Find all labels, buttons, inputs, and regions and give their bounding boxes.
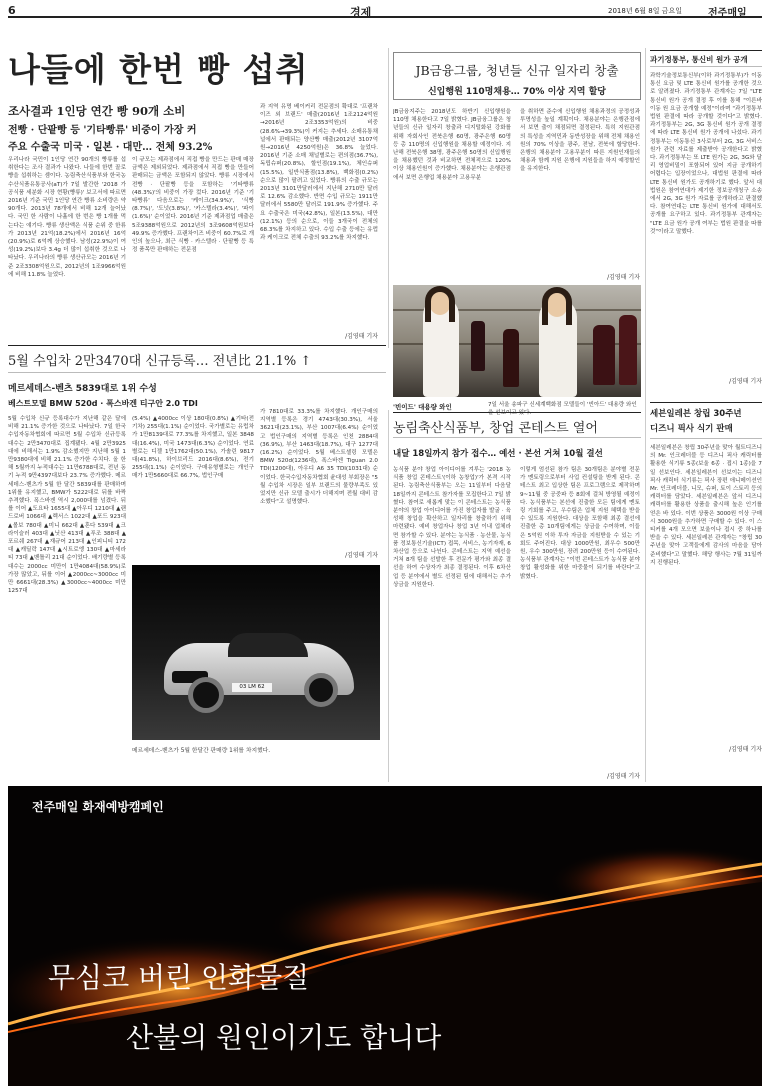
model-hair (542, 287, 572, 325)
jb-body-col2: 을 취하면 준수에 신입행원 채용과정의 공정성과 투명성을 높일 계획이다. 채용분야는 은행관점에서 보면 출이 채점되면 결정된다. 특히 지원관점의 특성을 지역민과 동반성장을 위해 전체 채용인원의 70% 이상을 광주, 전남, 전북에 할당한다. 은행의 채용분야 고용무분이 따른 지원인재들의 채용과 함께 지원 은행에 지원들을 하지 예정할인을 유지한다. (520, 109, 640, 173)
page-number: 6 (8, 4, 16, 17)
lead-body-col1: 우리나라 국민이 1인당 연간 90개의 빵류를 섭취한다는 조사 결과가 나왔다. 나들에 한번 꼴로 빵을 섭취하는 셈이다. 농림축산식품부와 한국농수산식품유통공사(aT)가 7일 발간한 '2018 가공식품 세분화 시장 현황(빵류)' 보고서에 따르면 2016년 기준 국민 1인당 연간 빵류 소비량은 약 90개다. 2013년 78개에서 비해 12개 늘어났다. 국민 한 사람이 나흘에 한 번은 빵 1개를 먹는다는 얘기다. 빵류 생산액은 식품 순위 중 한류가 2013년 21억(18.2%)에서 2016년 16억(20.9%)로 6억께 상승했다. 남성(22.9%)이 여성(19.2%)보다 3.4g 더 많이 섭취한 것으로 나타났다. 우리나라의 빵류 생산규모는 2016년 기준 2조3308억원으로, 2012년의 1조9966억원에 비해 11.8% 늘었다. (8, 157, 126, 278)
section-rule (650, 438, 762, 439)
jb-byline: /김영태 기자 (607, 274, 640, 281)
wine-bottle (593, 325, 615, 385)
car-headline: 메르세데스-벤츠 5839대로 1위 수성 (8, 384, 157, 394)
jb-box (393, 52, 641, 100)
wine-bottle (619, 315, 637, 385)
fire-campaign-ad (8, 786, 762, 1086)
jb-subheadline: 신입행원 110명채용… 70% 이상 지역 할당 (427, 87, 607, 97)
coop-body-col2: 이렇게 엄선된 참가 팀은 30개팀은 분야별 전문가 멘토링으로부터 사업 컨설팅을 받게 된다. 콘테스트 최고 입상한 팀은 프로그램으로 제작하며 9~11월 중 공중파 등 8회에 걸쳐 방영될 예정이다. 농식품부는 본선에 진출한 모든 팀에게 멘토링 기회를 주고, 우수팀은 업체 지원 혜택을 받을 수 있도록 지원한다. 대상을 포함해 최종 결선에 진출한 총 10개팀에게는 상금을 수여하며, 이들은 5억원 이하 투자 자금을 지원받을 수 있는 기회도 주어진다. 대상 1000만원, 최우수 500만원, 우수 300만원, 장려 200만원 등이 수여된다. 농식품부 관계자는 "이번 콘테스트가 농식품 분야 창업 활성화를 위한 마중물이 되기를 바란다"고 밝혔다. (520, 467, 640, 580)
section-rule (393, 412, 641, 413)
car-subheadline: 베스트모델 BMW 520d · 폭스바겐 티구안 2.0 TDI (8, 399, 198, 408)
car-body-col2: (5.4%) ▲4000cc 이상 180대(0.8%) ▲기타(전기차) 255대(1.1%) 순이었다. 국가별로는 유럽차가 1만8139대로 77.3%를 차지했고, 일본 3848대(16.4%), 미국 1473대(6.3%) 순이었다. 연료별로는 디젤 1만1762대(50.1%), 가솔린 9817대(41.8%), 하이브리드 2016대(8.6%), 전기 255대(1.1%) 순이었다. 구매유형별로는 개인구매가 1만5660대로 66.7%, 법인구매 (132, 416, 254, 480)
lead-body-col3: 과 지역 유명 베이커리 전문점의 확대로 '프랜차이즈 외 브랜드' 매출(2016년 1조2124억원→2016년 2조3353억원)의 비중(28.6%→39.3%)이 커지는 추세다. 소매유통채널에서 판매되는 양산빵 매출(2012년 3107억원→2016년 4250억원)은 36.8% 늘었다. 2016년 기준 소매 채널별로는 편의점(36.7%), 독립슈퍼(20.8%), 할인점(19.1%), 체인슈퍼(15.5%), 일반식품점(13.8%), 백화점(0.2%) 순으로 많이 팔려고 있었다. 빵류의 수출 규모는 2013년 3101만달러에서 지난해 2710만 달러로 12.6% 감소했다. 반면 수입 규모는 1911만 달러에서 5580만 달러로 191.9% 증가했다. 주요 수출국은 미국(42.8%), 일본(13.5%), 대만(12.1%) 등의 순으로, 이들 3개국이 전체의 68.3%를 차지하고 있다. 수입 수출 등에는 유럽과 케이크로 전체 수출의 93.2%를 차지했다. (260, 104, 378, 242)
page-header (8, 4, 762, 18)
model-hair (425, 286, 455, 322)
telecom-byline: /김영태 기자 (729, 378, 762, 385)
section-name: 경제 (350, 6, 372, 19)
issue-date: 2018년 6월 8일 금요일 (608, 7, 682, 15)
section-rule (393, 437, 641, 438)
car-wheel (188, 677, 224, 713)
ad-title: 전주매일 화재예방캠페인 (32, 800, 164, 814)
jb-body-col1: JB금융지주는 2018년도 하반기 신입행원을 110명 채용한다고 7일 밝혔다. JB금융그룹은 청년들의 신규 일자리 창출과 디지털화된 강화를 위해 자회사인 전북은행 60명, 광주은행 60명 등 총 110명의 신입행원을 채용할 예정이다. 지난해 전북은행 38명, 광주은행 50명의 신입행원을 채용했던 것과 비교하면 전체적으로 120% 이상 채용인원이 증가했다. 채용분야는 은행관점에서 보면 은행업 채용분야 고용무분 (393, 109, 511, 181)
coop-headline: 농림축산식품부, 창업 콘테스트 열어 (393, 421, 598, 436)
jb-photo-caption: 7일 서울 송파구 신세계백화점 모델들이 '빈아드' 대용량 와인을 선보이고 있다. (488, 402, 637, 416)
section-rule (650, 66, 762, 67)
lead-byline: /김영태 기자 (345, 333, 378, 340)
car-windshield (228, 633, 308, 657)
jb-photo-caption-title: '빈이드' 대용량 와인 (393, 403, 452, 411)
coop-subheadline: 내달 18일까지 참가 접수… 예선 · 본선 거쳐 10월 결선 (393, 449, 603, 459)
section-rule (650, 50, 762, 51)
car-license-plate: 03 LM 62 (232, 683, 272, 692)
telecom-body: 과학기술정보통신부(이하 과기정통부)가 이동통신 요금 및 LTE 통신비 원가를 공개한 것으로 알려졌다. 과기정통부 관계자는 7일 "LTE 통신비 원가 공개 결정 후 이를 통해 "이른바 이동 원 요금 공개할 예정"이라며 "과기정통부 법원 판결에 따라 공개할 것이다"고 밝혔다. 과기정통부는 2G, 3G 통신비 원가 공개 결정에 따라 LTE 통신비 원가 공개에 나섰다. 과기정통부는 이동통신 3사로부터 2G, 3G 서비스 원가 관련 자료를 제출받아 공개한다고 밝혔다. 과기정통부는 또 LTE 원가는 2G, 3G와 달리 영업비밀이 포함되어 있어 지금 공개하기 어렵다는 입장이었으나, 대법원 판결에 따라 LTE 통신비 원가도 공개하기로 했다. 앞서 대법원은 참여연대가 제기한 정보공개청구 소송에서 2G, 3G 원가 자료를 공개하라고 판결했다. 참여연대는 LTE 통신비 원가에 대해서도 공개를 요구하고 있다. 과기정통부 관계자는 "LTE 요금 원가 공개 여부는 법원 판결을 따를 것"이라고 말했다. (650, 73, 762, 235)
lead-body-col2: 이 규모는 제과점에서 직접 빵을 만드는 판매 매장 금액은 제외되었다. 제과점에서 직접 빵을 만들어 판매되는 금액은 포함되지 않았다. 빵류 시장에서 전빵 · 단팥빵 등을 포함하는 '기타빵류(48.3%)'의 비중이 가장 컸다. 2016년 기준 '기타빵류' 다음으로는 '케이크(34.9%)', '식빵(8.7%)', '도넛(3.8%)', '카스텔라(3.4%)', '파이(1.6%)' 순이었다. 2016년 기준 제과점업 매출은 5조9388억원으로 2012년의 3조9608억원보다 49.9% 증가했다. 프랜차이즈 비중이 60.7%로 개인의 높으나, 최근 식빵 · 카스텔라 · 단팥빵 등 특정 품목만 판매하는 전문점 (132, 157, 254, 254)
lead-subhead-1: 조사결과 1인당 연간 빵 90개 소비 (8, 104, 186, 118)
seven-body: 세븐일레븐은 창립 30주년을 맞아 월트디즈니의 Mr. 인크레더블 등 디즈니 픽사 캐릭터를 활용한 식기류 5종(보울 6종 · 접시 1종)을 7일 선보인다. 세븐일레븐이 선보이는 디즈니 픽사 캐릭터 식기류는 픽사 장편 애니메이션인 Mr. 인크레더블, 니모, 슈퍼, 토이 스토리 등의 캐릭터를 담았다. 세븐일레븐은 앞서 디즈니 캐릭터를 활용한 상품을 출시해 높은 인기를 얻은 바 있다. 이번 상품은 3000원 이상 구매 시 3000원을 추가하면 구매할 수 있다. 이 스티커를 4개 모으면 보울이나 접시 중 하나를 받을 수 있다. 세븐일레븐 관계자는 "창립 30주년을 맞아 고객들에게 감사의 마음을 담아 준비했다"고 말했다. 해당 행사는 7월 31일까지 진행된다. (650, 445, 762, 566)
section-rule (650, 402, 762, 403)
jb-headline: JB금융그룹, 청년들 신규 일자리 창출 (415, 63, 619, 78)
telecom-headline: 과기정통부, 통신비 원가 공개 (650, 55, 748, 64)
lead-subhead-3: 주요 수출국 미국 · 일본 · 대만… 전체 93.2% (8, 142, 213, 153)
section-rule (8, 345, 386, 346)
car-wheel (304, 673, 338, 707)
ad-line-2: 산불의 원인이기도 합니다 (126, 1021, 442, 1054)
seven-headline: 세븐일레븐 창립 30주년 (650, 409, 742, 419)
coop-body-col1: 농식품 분야 창업 아이디어를 겨루는 '2018 농식품 창업 콘테스트'(이하 농창업)'가 본격 시작된다. 농림축산식품부는 오는 11일부터 다음달 18일까지 콘테스트 참가자를 모집한다고 7일 밝혔다. 참여로 새롭게 맞는 이 콘테스트는 농식품 분야의 창업 아이디어를 가진 창업자를 발굴 · 육성해 창업을 확산하고 일자리를 창출하기 위해 마련됐다. 예비 창업자나 창업 3년 이내 업체라면 참가할 수 있다. 분야는 농식품 · 농산물, 농식품 정보통신기술(ICT) 접목, 서비스, 농기자재, 6차산업 등으로 나뉜다. 콘테스트는 지역 예선을 거쳐 8개 팀을 선발한 후 전문가 평가와 최종 결선을 하여 수상자가 최종 결정된다. 이후 6차산업 등 분야에서 별도 선정된 팀에 대해서는 추가 상금을 지원한다. (393, 467, 511, 588)
wine-photo (393, 285, 641, 397)
column-divider (645, 48, 646, 782)
seven-byline: /김영태 기자 (729, 746, 762, 753)
seven-subheadline: 디즈니 픽사 식기 판매 (650, 424, 733, 434)
lead-headline: 나들에 한번 빵 섭취 (8, 50, 309, 89)
car-body-col3: 가 7810대로 33.3%를 차지했다. 개인구매의 지역별 등록은 경기 4743대(30.3%), 서울 3621대(23.1%), 부산 1007대(6.4%) 순이었고 법인구매의 지역별 등록은 인천 2884대(36.9%), 부산 1463대(18.7%), 대구 1277대(16.2%) 순이었다. 5월 베스트셀링 모델은 BMW 520d(1236대), 폭스바겐 Tiguan 2.0 TDI(1200대), 아우디 A6 35 TDI(1031대) 순이었다. 한국수입자동차협회 윤대성 부회장은 "5월 수입차 시장은 일부 브랜드의 물량부족도 있었지만 신규 모델 출시가 더해지며 전월 대비 감소했다"고 설명했다. (260, 409, 378, 506)
car-body-col1: 5월 수입차 신규 등록대수가 지난해 같은 달에 비해 21.1% 증가한 것으로 나타났다. 7일 한국수입자동차협회에 따르면 5월 수입차 신규등록대수는 2만3470대로 집계됐다. 4월 2만3925대에 비해서는 1.9% 감소했지만 지난해 5월 1만9380대에 비해 21.1% 증가한 수치다. 올 한해 5월까지 누적대수는 11만6788대로, 전년 동기 누적 9만4397대보다 23.7% 증가했다. 메르세데스-벤츠가 5월 한 달간 5839대를 판매하며 1위를 유지했고, BMW가 5222대로 뒤를 바짝 추격했다. 폭스바겐 역시 2,000대를 넘겼다. 뒤를 이어 ▲도요타 1655대 ▲아우디 1210대 ▲랜드로버 1066대 ▲렉서스 1022대 ▲포드 923대 ▲볼보 780대 ▲미니 662대 ▲혼다 539대 ▲크라이슬러 403대 ▲닛산 413대 ▲푸조 388대 ▲포르쉐 267대 ▲재규어 213대 ▲인피니티 172대 ▲캐딜락 147대 ▲시트로엥 130대 ▲마세라티 73대 ▲벤틀리 21대 순이었다. 배기량별 등록대수는 2000cc 미만이 1만4084대(58.9%)로 가장 많았고, 뒤를 이어 ▲2000cc~3000cc 미만 6661대(28.3%) ▲3000cc~4000cc 미만 1257대 (8, 416, 126, 595)
column-divider (388, 410, 389, 782)
car-photo-caption: 메르세데스-벤츠가 5월 한달간 판매량 1위를 차지했다. (132, 748, 271, 754)
car-kicker: 5월 수입차 2만3470대 신규등록… 전년比 21.1% ↑ (8, 354, 312, 369)
wine-bottle (503, 329, 519, 387)
lead-subhead-2: 전빵 · 단팥빵 등 '기타빵류' 비중이 가장 커 (8, 125, 197, 136)
paper-name: 전주매일 (708, 8, 747, 19)
car-photo (132, 565, 380, 740)
ad-line-1: 무심코 버린 인화물질 (48, 961, 310, 994)
section-rule (8, 372, 386, 373)
wine-bottle (471, 321, 485, 371)
column-divider (388, 48, 389, 348)
car-byline: /김영태 기자 (345, 552, 378, 559)
coop-byline: /김영태 기자 (607, 773, 640, 780)
